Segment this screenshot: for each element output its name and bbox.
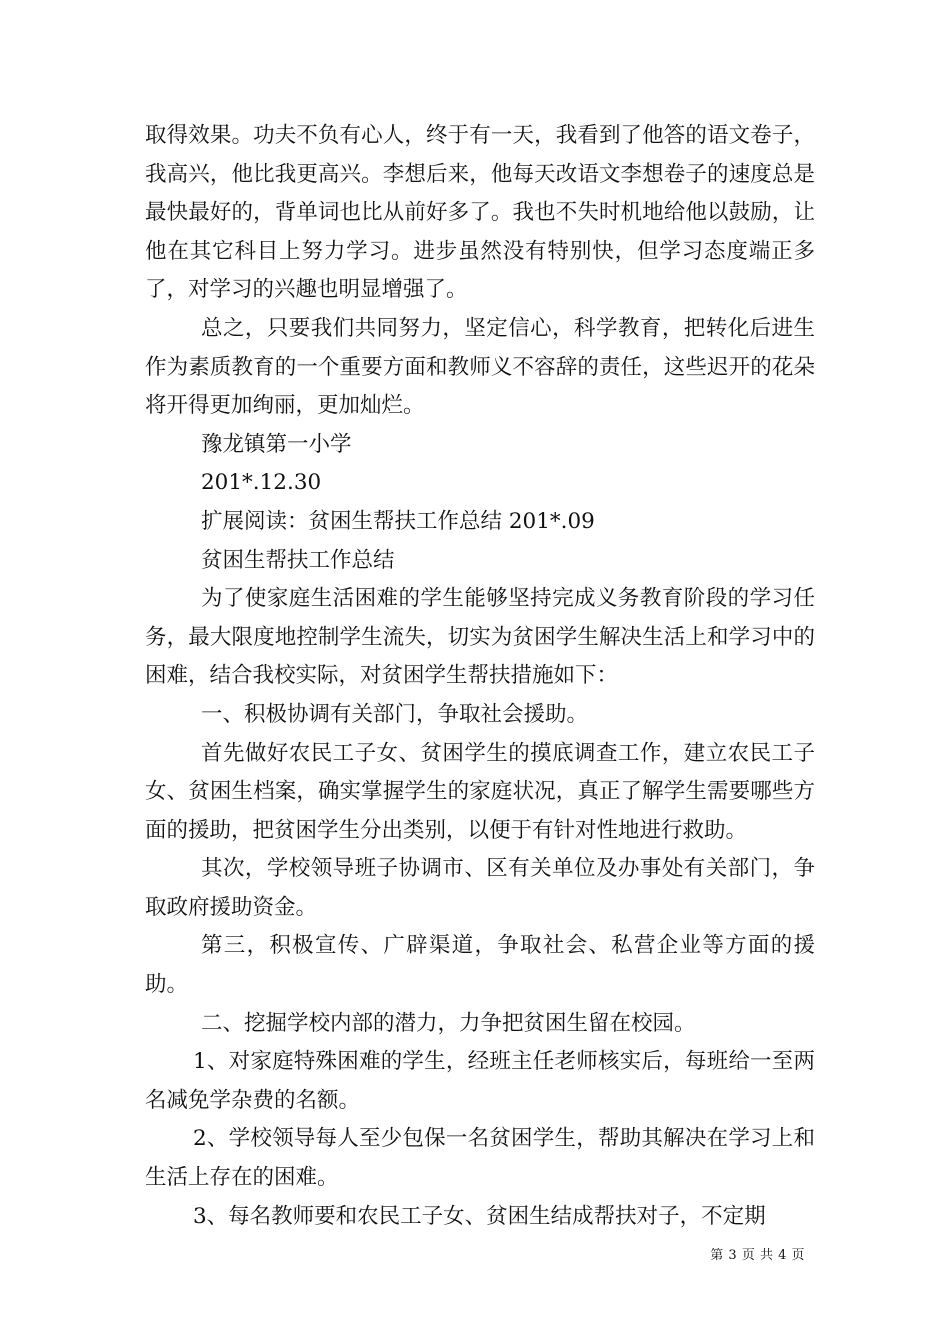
section-title: 贫困生帮扶工作总结 [201, 547, 395, 573]
list-item-2: 2、学校领导每人至少包保一名贫困学生，帮助其解决在学习上和生活上存在的困难。 [145, 1126, 815, 1191]
page-number: 第 3 页 共 4 页 [710, 1248, 805, 1263]
extended-reading-title: 扩展阅读：贫困生帮扶工作总结 201*.09 [201, 508, 595, 534]
list-item-1: 1、对家庭特殊困难的学生，经班主任老师核实后，每班给一至两名减免学杂费的名额。 [145, 1049, 815, 1113]
paragraph-first: 首先做好农民工子女、贫困学生的摸底调查工作，建立农民工子女、贫困生档案，确实掌握学生的家庭状况，真正了解学生需要哪些方面的援助，把贫困学生分出类别，以便于有针对性地进行救助。 [145, 740, 815, 843]
paragraph-second: 其次，学校领导班子协调市、区有关单位及办事处有关部门，争取政府援助资金。 [145, 856, 815, 920]
list-item-3: 3、每名教师要和农民工子女、贫困生结成帮扶对子，不定期 [193, 1203, 766, 1229]
heading-two: 二、挖掘学校内部的潜力，力争把贫困生留在校园。 [201, 1010, 696, 1036]
heading-one: 一、积极协调有关部门，争取社会援助。 [201, 701, 589, 727]
document-body [145, 117, 815, 1236]
paragraph-intro: 为了使家庭生活困难的学生能够坚持完成义务教育阶段的学习任务，最大限度地控制学生流失，切实为贫困学生解决生活上和学习中的困难，结合我校实际，对贫困学生帮扶措施如下： [145, 586, 815, 689]
paragraph-continuation: 取得效果。功夫不负有心人，终于有一天，我看到了他答的语文卷子，我高兴，他比我更高兴。李想后来，他每天改语文李想卷子的速度总是最快最好的，背单词也比从前好多了。我也不失时机地给他以鼓励，让他在其它科目上努力学习。进步虽然没有特别快，但学习态度端正多了，对学习的兴趣也明显增强了。 [145, 123, 815, 303]
paragraph-conclusion: 总之，只要我们共同努力，坚定信心，科学教育，把转化后进生作为素质教育的一个重要方面和教师义不容辞的责任，这些迟开的花朵将开得更加绚丽，更加灿烂。 [145, 315, 815, 419]
paragraph-third: 第三，积极宣传、广辟渠道，争取社会、私营企业等方面的援助。 [145, 933, 815, 998]
school-name: 豫龙镇第一小学 [201, 431, 352, 457]
document-date: 201*.12.30 [201, 470, 322, 496]
